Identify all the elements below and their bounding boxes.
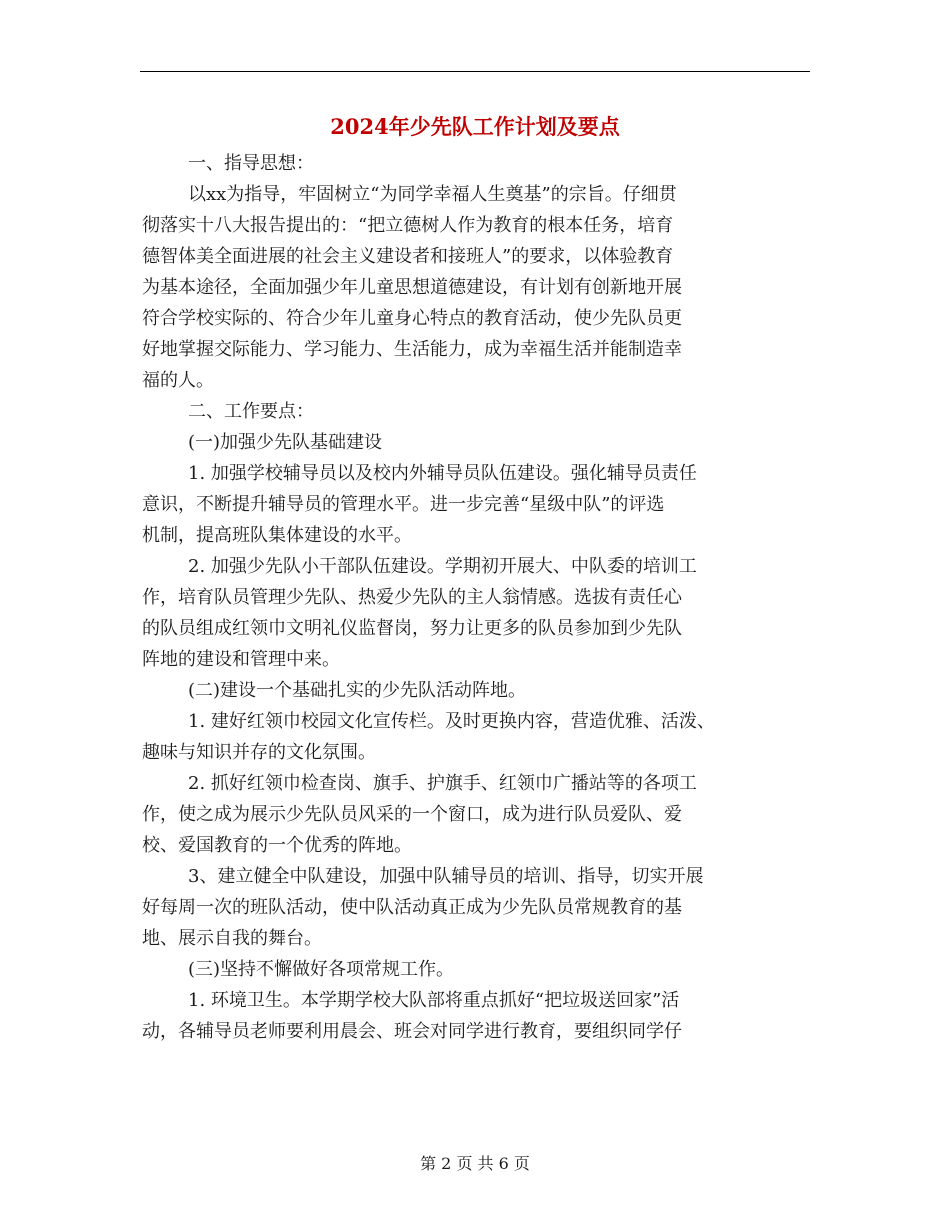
paragraph-line: 2. 抓好红领巾检查岗、旗手、护旗手、红领巾广播站等的各项工 xyxy=(188,773,697,794)
section-heading: 一、指导思想： xyxy=(188,153,314,174)
paragraph-line: 好每周一次的班队活动，使中队活动真正成为少先队员常规教育的基 xyxy=(142,897,682,918)
paragraph-line: 德智体美全面进展的社会主义建设者和接班人”的要求，以体验教育 xyxy=(142,246,674,267)
paragraph-line: 3、建立健全中队建设，加强中队辅导员的培训、指导，切实开展 xyxy=(188,866,704,887)
page-number: 第 2 页 共 6 页 xyxy=(420,1154,530,1173)
subsection-heading: (一)加强少先队基础建设 xyxy=(188,432,383,453)
paragraph-line: 作，使之成为展示少先队员风采的一个窗口，成为进行队员爱队、爱 xyxy=(142,804,682,825)
paragraph-line: 的队员组成红领巾文明礼仪监督岗，努力让更多的队员参加到少先队 xyxy=(142,618,682,639)
paragraph-line: 作，培育队员管理少先队、热爱少先队的主人翁情感。选拔有责任心 xyxy=(142,587,682,608)
paragraph-line: 1. 建好红领巾校园文化宣传栏。及时更换内容，营造优雅、活泼、 xyxy=(188,711,715,732)
paragraph-line: 机制，提高班队集体建设的水平。 xyxy=(142,525,412,546)
paragraph-line: 地、展示自我的舞台。 xyxy=(142,928,322,949)
paragraph-line: 趣味与知识并存的文化氛围。 xyxy=(142,742,376,763)
paragraph-line: 2. 加强少先队小干部队伍建设。学期初开展大、中队委的培训工 xyxy=(188,556,697,577)
header-rule xyxy=(140,71,810,72)
paragraph-line: 校、爱国教育的一个优秀的阵地。 xyxy=(142,835,412,856)
paragraph-line: 符合学校实际的、符合少年儿童身心特点的教育活动，使少先队员更 xyxy=(142,308,682,329)
paragraph-line: 1. 环境卫生。本学期学校大队部将重点抓好“把垃圾送回家”活 xyxy=(188,990,680,1011)
paragraph-line: 意识，不断提升辅导员的管理水平。进一步完善“星级中队”的评选 xyxy=(142,494,665,515)
paragraph-line: 动，各辅导员老师要利用晨会、班会对同学进行教育，要组织同学仔 xyxy=(142,1021,682,1042)
paragraph-line: 1. 加强学校辅导员以及校内外辅导员队伍建设。强化辅导员责任 xyxy=(188,463,697,484)
section-heading: 二、工作要点： xyxy=(188,401,314,422)
paragraph-line: 阵地的建设和管理中来。 xyxy=(142,649,340,670)
document-title: 2024年少先队工作计划及要点 xyxy=(330,114,620,139)
paragraph-line: 好地掌握交际能力、学习能力、生活能力，成为幸福生活并能制造幸 xyxy=(142,339,682,360)
subsection-heading: (二)建设一个基础扎实的少先队活动阵地。 xyxy=(188,680,527,701)
subsection-heading: (三)坚持不懈做好各项常规工作。 xyxy=(188,959,455,980)
paragraph-line: 彻落实十八大报告提出的：“把立德树人作为教育的根本任务，培育 xyxy=(142,215,674,236)
paragraph-line: 福的人。 xyxy=(142,370,214,391)
paragraph-line: 为基本途径，全面加强少年儿童思想道德建设，有计划有创新地开展 xyxy=(142,277,682,298)
document-body xyxy=(142,148,812,1047)
paragraph-line: 以xx为指导，牢固树立“为同学幸福人生奠基”的宗旨。仔细贯 xyxy=(188,184,677,205)
